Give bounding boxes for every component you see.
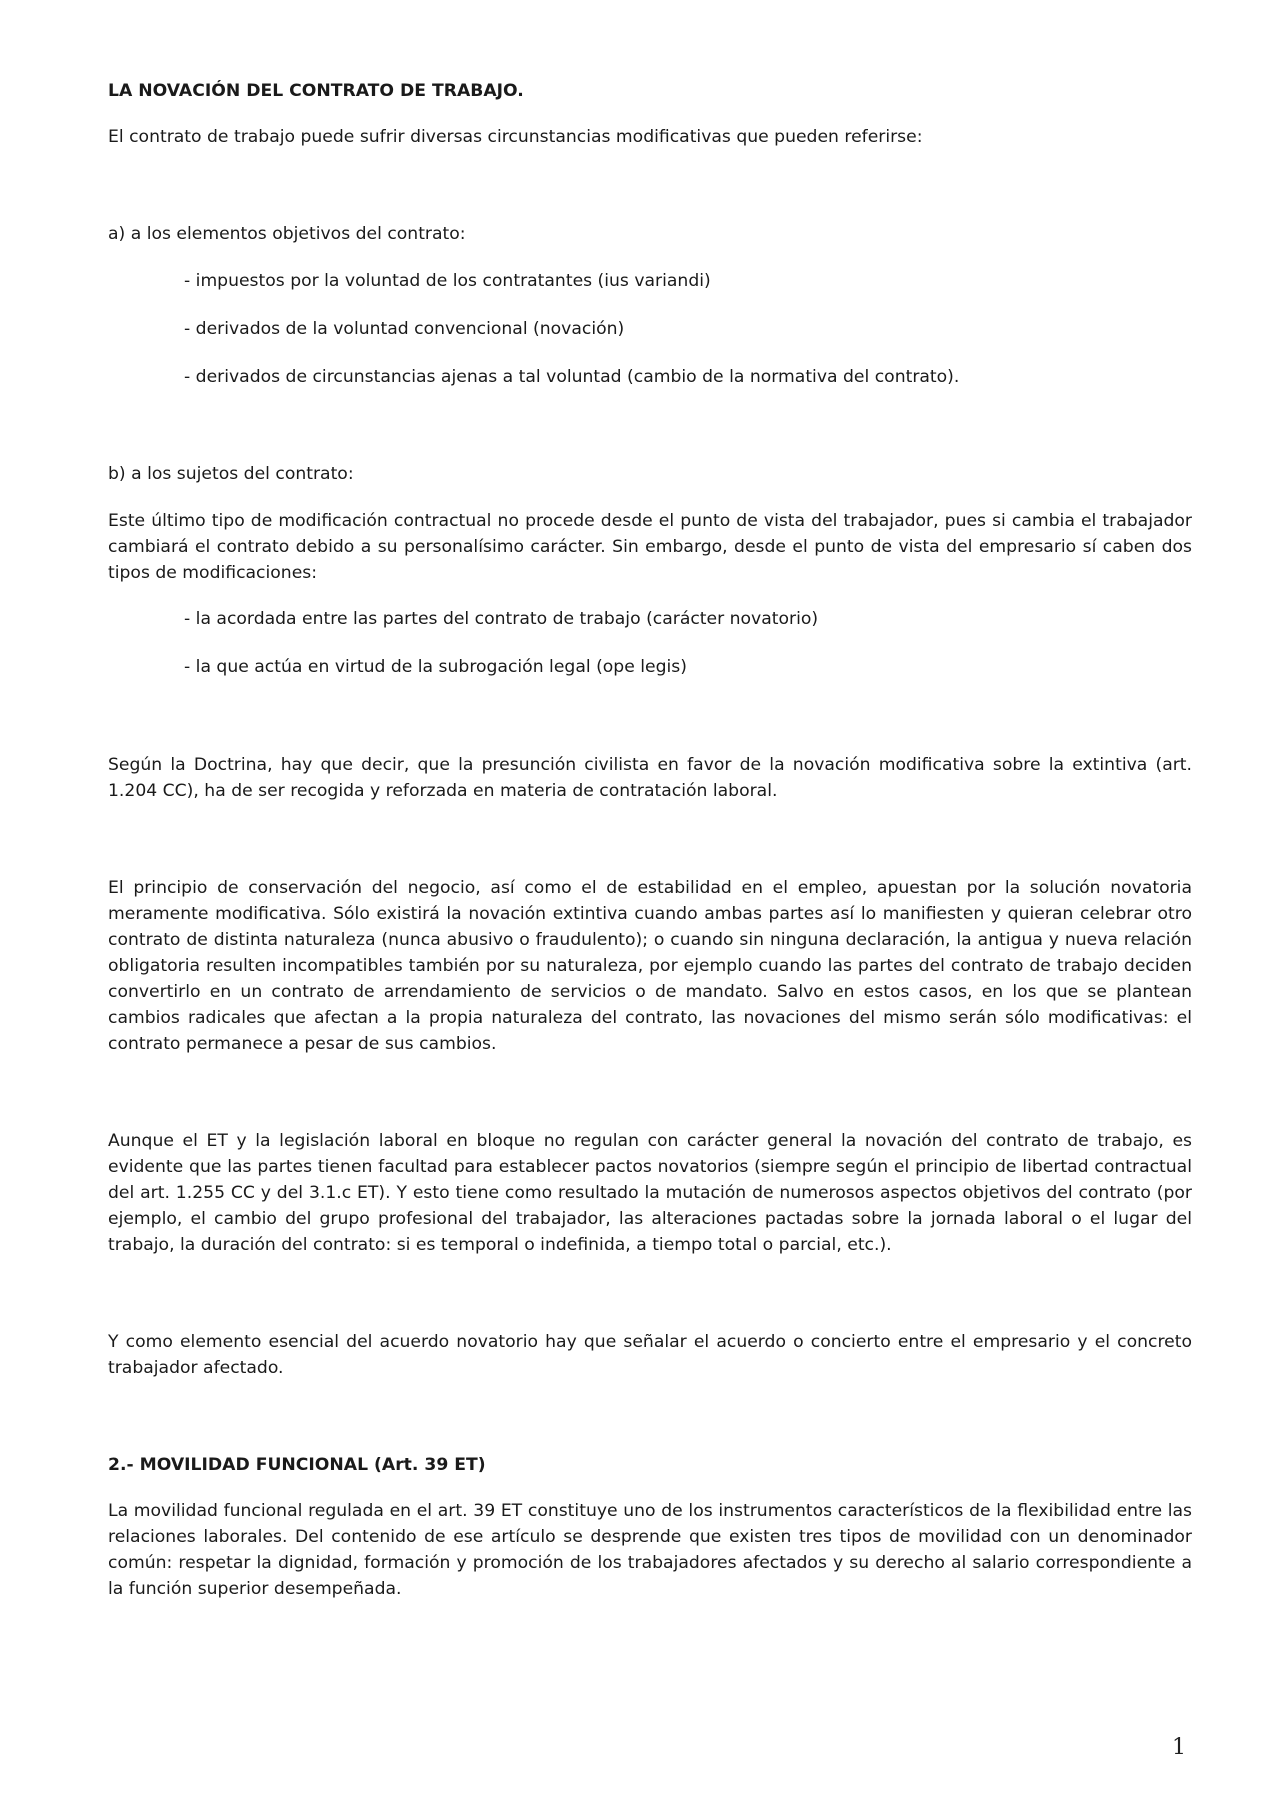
section-b-item-1: - la acordada entre las partes del contrato de trabajo (carácter novatorio) — [184, 609, 819, 629]
section-2-heading: 2.- MOVILIDAD FUNCIONAL (Art. 39 ET) — [108, 1455, 486, 1475]
conservation-paragraph: El principio de conservación del negocio, así como el de estabilidad en el empleo, apuestan por la solución novatoria meramente modificativa. Sólo existirá la novación extintiva cuando ambas partes así lo manifiesten y quieran celebrar otro contrato de distinta naturaleza (nunca abusivo o fraudulento); o cuando sin ninguna declaración, la antigua y nueva relación obligatoria resulten incompatibles también por su naturaleza, por ejemplo cuando las partes del contrato de trabajo deciden convertirlo en un contrato de arrendamiento de servicios o de mandato. Salvo en estos casos, en los que se plantean cambios radicales que afectan a la propia naturaleza del contrato, las novaciones del mismo serán sólo modificativas: el contrato permanece a pesar de sus cambios. — [108, 878, 1192, 1054]
section-a-item-3: - derivados de circunstancias ajenas a tal voluntad (cambio de la normativa del contrato). — [184, 367, 960, 387]
doctrine-paragraph: Según la Doctrina, hay que decir, que la presunción civilista en favor de la novación modificativa sobre la extintiva (art. 1.204 CC), ha de ser recogida y reforzada en materia de contratación laboral. — [108, 755, 1192, 801]
section-b-paragraph: Este último tipo de modificación contractual no procede desde el punto de vista del trabajador, pues si cambia el trabajador cambiará el contrato debido a su personalísimo carácter. Sin embargo, desde el punto de vista del empresario sí caben dos tipos de modificaciones: — [108, 511, 1192, 583]
section-b-heading: b) a los sujetos del contrato: — [108, 464, 354, 484]
section-a-item-1: - impuestos por la voluntad de los contratantes (ius variandi) — [184, 271, 711, 291]
section-2-paragraph: La movilidad funcional regulada en el art. 39 ET constituye uno de los instrumentos característicos de la flexibilidad entre las relaciones laborales. Del contenido de ese artículo se desprende que existen tres tipos de movilidad con un denominador común: respetar la dignidad, formación y promoción de los trabajadores afectados y su derecho al salario correspondiente a la función superior desempeñada. — [108, 1501, 1192, 1599]
document-title: LA NOVACIÓN DEL CONTRATO DE TRABAJO. — [108, 81, 524, 101]
intro-paragraph: El contrato de trabajo puede sufrir diversas circunstancias modificativas que pueden referirse: — [108, 127, 923, 147]
page-number: 1 — [1172, 1735, 1186, 1760]
section-a-heading: a) a los elementos objetivos del contrato: — [108, 224, 466, 244]
page-content — [108, 78, 1192, 1602]
section-a-item-2: - derivados de la voluntad convencional (novación) — [184, 319, 625, 339]
essential-element-paragraph: Y como elemento esencial del acuerdo novatorio hay que señalar el acuerdo o concierto entre el empresario y el concreto trabajador afectado. — [108, 1332, 1192, 1378]
section-b-item-2: - la que actúa en virtud de la subrogación legal (ope legis) — [184, 657, 687, 677]
et-legislation-paragraph: Aunque el ET y la legislación laboral en bloque no regulan con carácter general la novación del contrato de trabajo, es evidente que las partes tienen facultad para establecer pactos novatorios (siempre según el principio de libertad contractual del art. 1.255 CC y del 3.1.c ET). Y esto tiene como resultado la mutación de numerosos aspectos objetivos del contrato (por ejemplo, el cambio del grupo profesional del trabajador, las alteraciones pactadas sobre la jornada laboral o el lugar del trabajo, la duración del contrato: si es temporal o indefinida, a tiempo total o parcial, etc.). — [108, 1131, 1192, 1255]
